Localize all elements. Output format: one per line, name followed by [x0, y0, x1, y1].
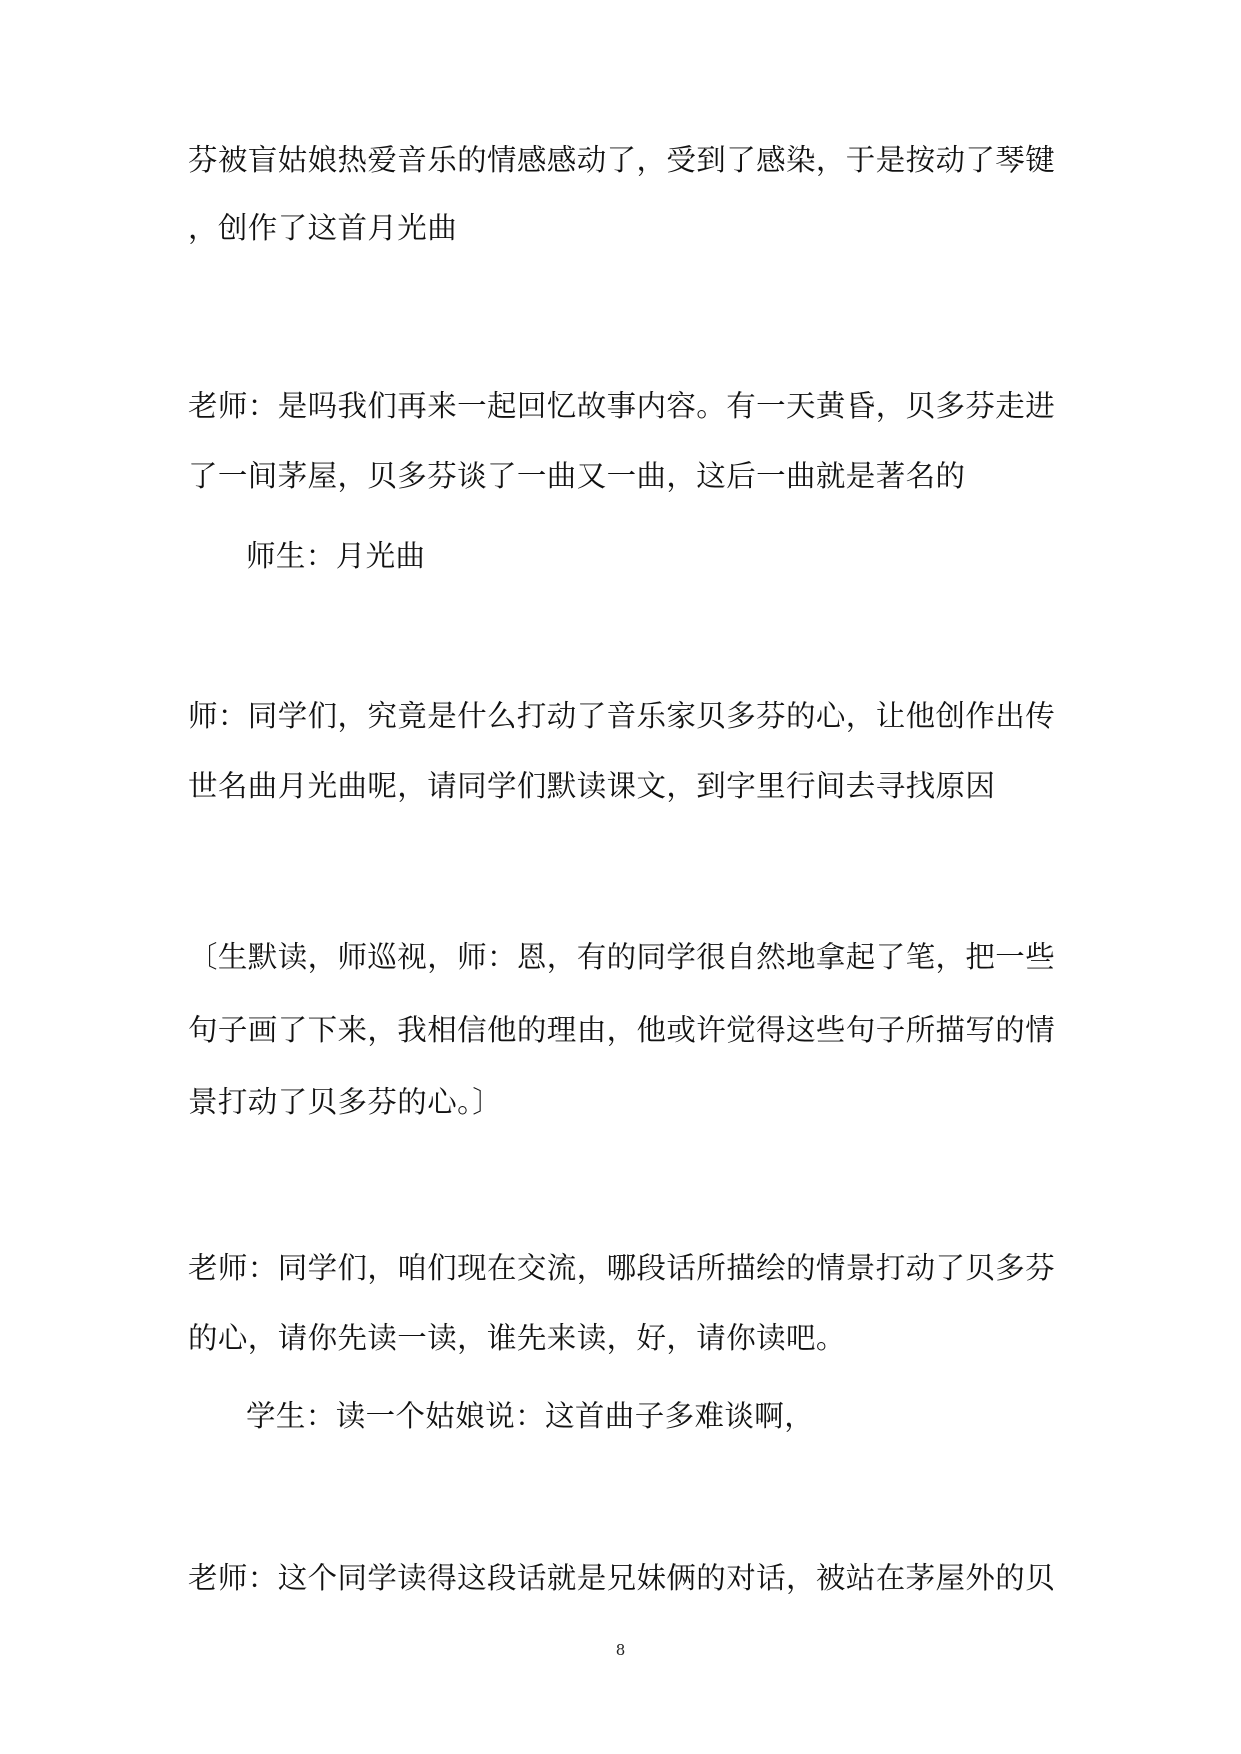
text-line: 世名曲月光曲呢，请同学们默读课文，到字里行间去寻找原因: [188, 769, 996, 803]
text-line: 老师：这个同学读得这段话就是兄妹俩的对话，被站在茅屋外的贝: [188, 1561, 1056, 1595]
text-line: 老师：同学们，咱们现在交流，哪段话所描绘的情景打动了贝多芬: [188, 1251, 1056, 1285]
text-line: 芬被盲姑娘热爱音乐的情感感动了，受到了感染，于是按动了琴键: [188, 143, 1056, 177]
text-line: 〔生默读，师巡视，师：恩，有的同学很自然地拿起了笔，把一些: [188, 940, 1056, 974]
text-line: 景打动了贝多芬的心。〕: [188, 1085, 503, 1119]
text-line: ，创作了这首月光曲: [188, 211, 458, 245]
text-line: 老师：是吗我们再来一起回忆故事内容。有一天黄昏，贝多芬走进: [188, 389, 1056, 423]
text-line: 师生：月光曲: [246, 539, 426, 573]
text-line: 学生：读一个姑娘说：这首曲子多难谈啊，: [246, 1399, 815, 1433]
text-line: 的心，请你先读一读，谁先来读，好，请你读吧。: [188, 1321, 846, 1355]
text-line: 句子画了下来，我相信他的理由，他或许觉得这些句子所描写的情: [188, 1013, 1056, 1047]
page-number: 8: [615, 1641, 626, 1659]
text-line: 了一间茅屋，贝多芬谈了一曲又一曲，这后一曲就是著名的: [188, 459, 966, 493]
text-line: 师：同学们，究竟是什么打动了音乐家贝多芬的心，让他创作出传: [188, 699, 1056, 733]
